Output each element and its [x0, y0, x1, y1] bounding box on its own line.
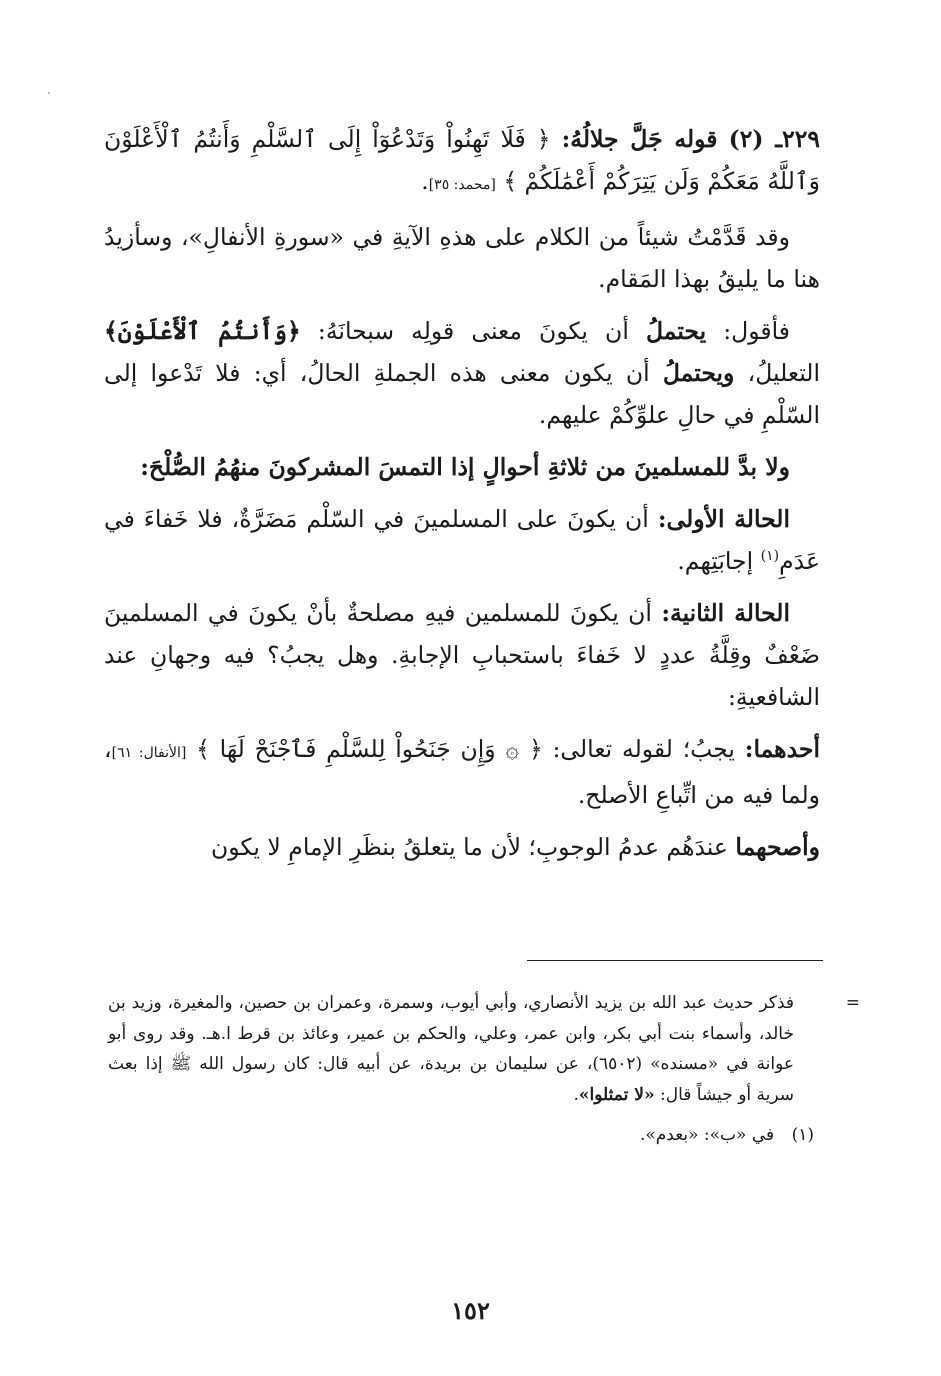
footnote-1: [108, 1120, 820, 1151]
verse-reference: [الأنفال: ٦١]: [111, 745, 187, 761]
state-label: الحالة الأولى:: [657, 505, 790, 533]
text-fragment: إجابَتِهم.: [677, 547, 754, 575]
quran-verse: ﴿ ۞ وَإِن جَنَحُواْ لِلسَّلْمِ فَٱجْنَحْ لَهَا ﴾: [196, 735, 543, 763]
paragraph-interpretation: [104, 310, 820, 436]
footnote-divider: [527, 960, 823, 961]
footnote-text: في «ب»: «بعدم».: [639, 1125, 775, 1145]
footnotes: [108, 988, 860, 1151]
paragraph-intro: وقد قَدَّمْتُ شيئاً من الكلام على هذهِ الآيةِ في «سورةِ الأنفالِ»، وسأزيدُ هنا ما يليقُ بهذا المَقام.: [104, 223, 820, 293]
text-fragment: فأقول:: [723, 317, 790, 345]
text-fragment: التعليلُ،: [747, 359, 820, 387]
paragraph-state-one: [104, 498, 820, 582]
paragraph-first-view: [104, 728, 820, 816]
quran-verse: ﴿وَأَنتُمُ ٱلْأَعْلَوْنَ﴾: [104, 317, 301, 345]
entry-number: ٢٢٩ـ (٢): [728, 125, 820, 153]
text-fragment: ، ولما فيه من اتِّباعِ الأصلح.: [104, 735, 820, 809]
main-text: [104, 118, 820, 878]
entry-lead: قوله جَلَّ جلالُهُ:: [561, 125, 718, 153]
footnote-number: (١): [791, 1125, 814, 1145]
text-fragment: أن يكونَ على المسلمينَ في السّلْم مَضَرَّةٌ، فلا خَفاءَ في عَدَمِ: [104, 505, 820, 575]
text-fragment: أن يكونَ معنى قولِه سبحانَهُ:: [317, 317, 629, 345]
verse-reference: [محمد: ٣٥]: [428, 177, 496, 193]
text-fragment: أن يكون معنى هذه الجملةِ الحالُ، أي: فلا تَدْعوا إلى السّلْمِ في حالِ علوِّكُمْ عليهم.: [104, 359, 820, 429]
footnote-text: فذكر حديث عبد الله بن يزيد الأنصاري، وأبي أيوب، وسمرة، وعمران بن حصين، والمغيرة، وزيد بن خالد، وأسماء بنت أبي بكر، وابن عمر، وعلي، والحكم بن عمير، وعائذ بن قرط ا.هـ. وقد روى أبو عوانة في «مسنده» (٦٥٠٢)، عن سليمان بن بريدة، عن أبيه قال: كان رسول الله ﷺ إذا بعث سرية أو جيشاً قال:: [108, 993, 794, 1105]
page-number: ١٥٢: [451, 1296, 490, 1325]
text-fragment: أن يكونَ للمسلمين فيهِ مصلحةٌ بأنْ يكونَ في المسلمينَ ضَعْفٌ وقِلَّةُ عددٍ لا خَفاءَ باستحبابِ الإجابةِ. وهل يجبُ؟ فيه وجهانِ عند الشافعيةِ:: [104, 599, 820, 711]
period: .: [421, 167, 429, 195]
paragraph-229: [104, 118, 820, 206]
period: .: [573, 1084, 579, 1105]
view-label: أحدهما:: [744, 735, 820, 763]
bold-term: ويحتملُ: [662, 359, 735, 387]
continuation-mark: =: [845, 993, 860, 1013]
quran-verse: ﴿ فَلَا تَهِنُواْ وَتَدْعُوٓاْ إِلَى ٱلسَّلْمِ وَأَنتُمُ ٱلْأَعْلَوْنَ وَٱللَّهُ مَعَكُمْ وَلَن يَتِرَكُمْ أَعْمَٰلَكُمْ ﴾: [104, 125, 820, 195]
footnote-bold-quote: «لا تمثلوا»: [578, 1084, 655, 1105]
text-fragment: عندَهُم عدمُ الوجوبِ؛ لأن ما يتعلقُ بنظَرِ الإمامِ لا يكون: [211, 833, 728, 861]
footnote-continuation: [108, 988, 860, 1110]
paragraph-state-two: [104, 592, 820, 718]
paragraph-second-view: [104, 826, 820, 868]
text-fragment: يجبُ؛ لقوله تعالى:: [552, 735, 735, 763]
scan-speck: [48, 92, 50, 94]
footnote-marker: (١): [760, 548, 780, 565]
view-label: وأصحهما: [735, 833, 820, 861]
bold-term: يحتملُ: [645, 317, 707, 345]
paragraph-three-states: ولا بدَّ للمسلمينَ من ثلاثةِ أحوالٍ إذا التمسَ المشركونَ منهُمُ الصُّلْحَ:: [140, 453, 790, 481]
state-label: الحالة الثانية:: [661, 599, 790, 627]
